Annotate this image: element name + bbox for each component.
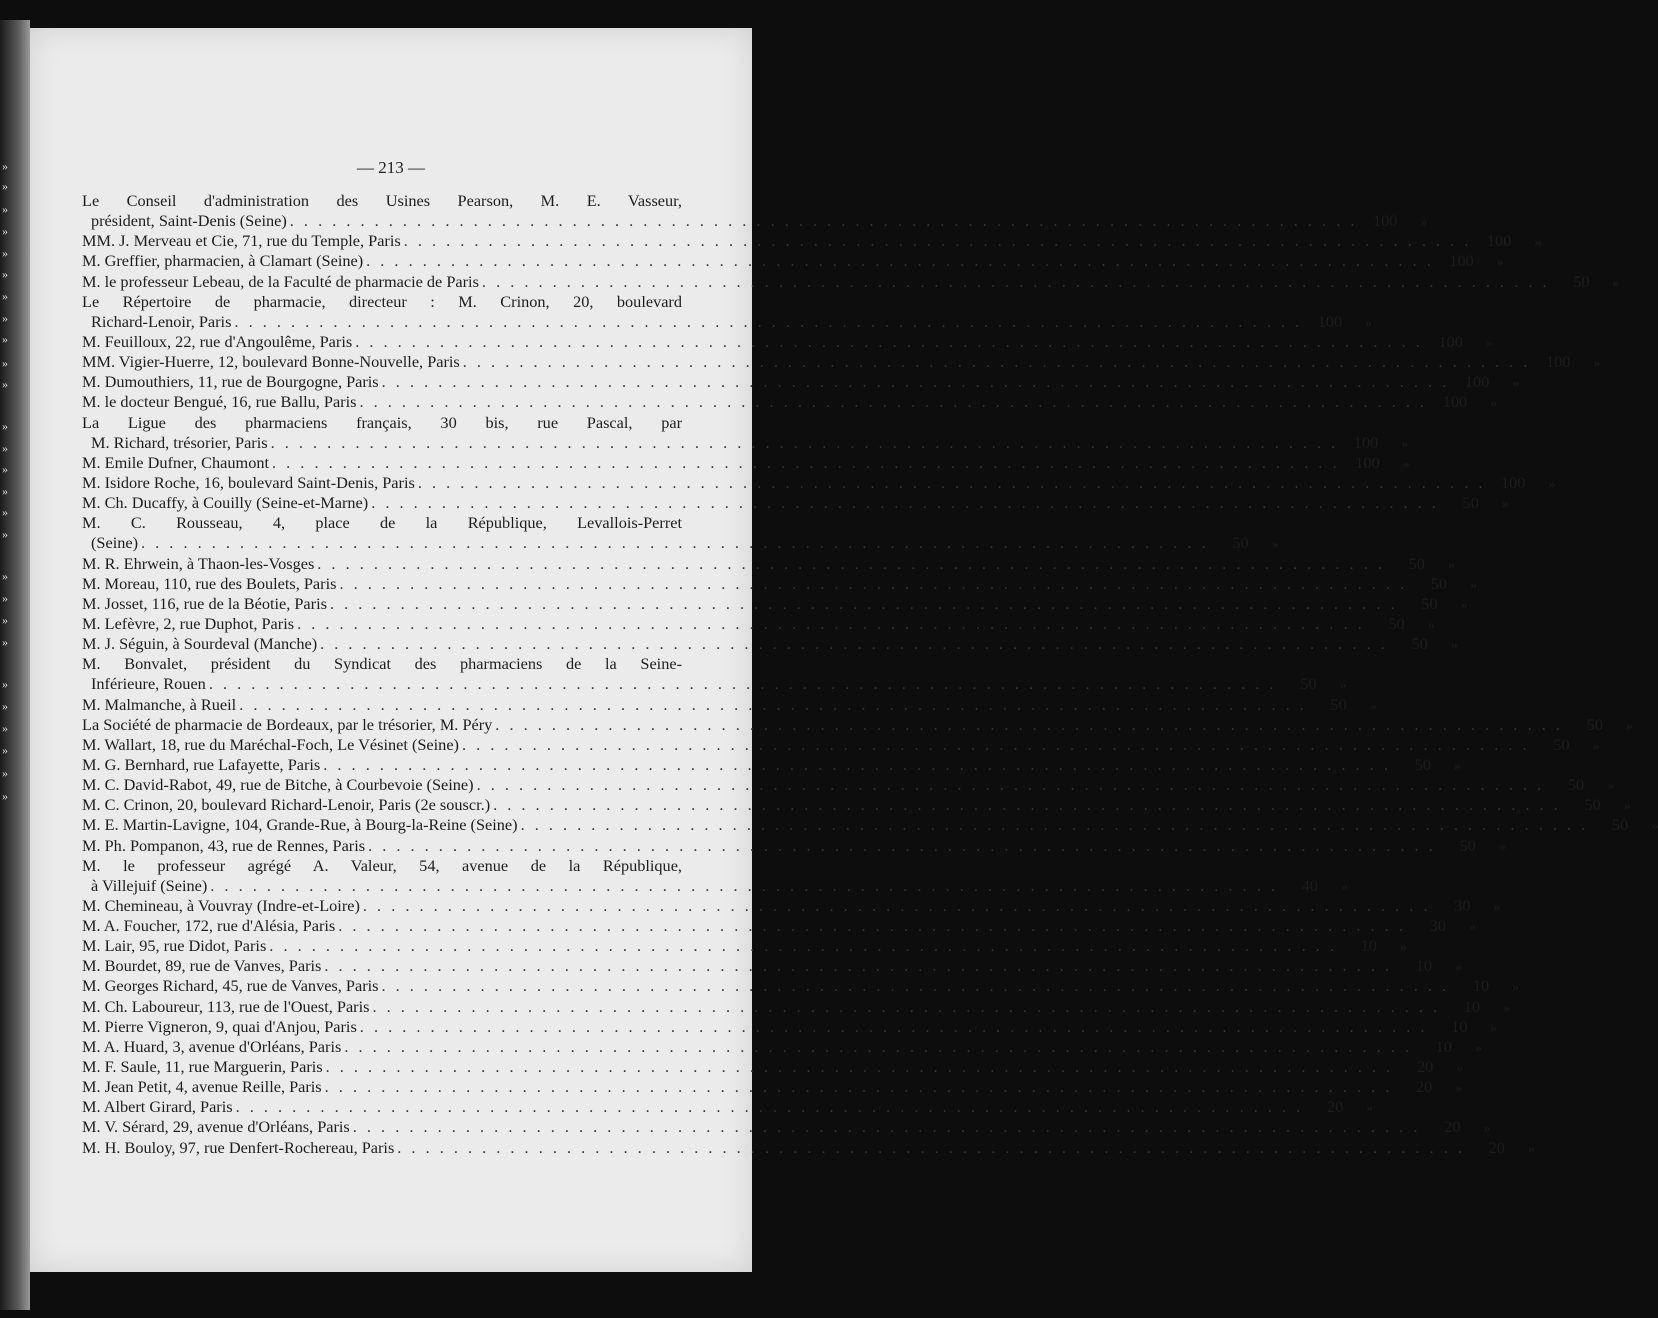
dot-leader: [360, 1017, 1428, 1037]
margin-mark: »: [2, 419, 8, 433]
dot-leader: [271, 433, 1339, 453]
entry-text: MM. J. Merveau et Cie, 71, rue du Temple, Paris: [82, 231, 401, 251]
entry-text: M. Greffier, pharmacien, à Clamart (Seine): [82, 251, 364, 271]
dot-leader: [366, 251, 1434, 271]
subscription-entry: [82, 1117, 1491, 1137]
subscription-entry: [82, 271, 1620, 292]
dot-leader: [397, 1138, 1465, 1158]
ditto-mark: »: [1456, 1061, 1464, 1077]
entry-text: M. Moreau, 110, rue des Boulets, Paris: [82, 573, 337, 593]
margin-mark: »: [2, 356, 8, 370]
ditto-mark: »: [1365, 315, 1373, 331]
ditto-mark: »: [1592, 738, 1600, 754]
dot-leader: [209, 674, 1277, 694]
ditto-mark: »: [1340, 879, 1348, 895]
entry-text: M. Bonvalet, président du Syndicat des pharmaciens de la Seine-: [82, 654, 682, 674]
entry-text: président, Saint-Denis (Seine): [91, 211, 287, 231]
ditto-mark: »: [1450, 638, 1458, 654]
entry-text: M. le professeur Lebeau, de la Faculté de pharmacie de Paris: [82, 271, 479, 291]
subscription-entry: [82, 191, 682, 211]
ditto-mark: »: [1447, 557, 1455, 573]
ditto-mark: »: [1427, 617, 1435, 633]
entry-text: M. C. Rousseau, 4, place de la République, Levallois-Perret: [82, 513, 682, 533]
entry-amount: 100: [1464, 372, 1490, 392]
subscription-entry: [82, 472, 1556, 493]
subscription-entry: [82, 251, 1504, 271]
ditto-mark: »: [1474, 1040, 1482, 1056]
dot-leader: [382, 372, 1450, 392]
subscription-entry: [82, 392, 1498, 412]
entry-amount: 20: [1488, 1137, 1505, 1157]
entry-text: Inférieure, Rouen: [91, 674, 206, 694]
entry-text: La Société de pharmacie de Bordeaux, par le trésorier, M. Péry: [82, 714, 493, 734]
margin-mark: »: [2, 224, 8, 238]
ditto-mark: »: [1453, 758, 1461, 774]
entry-text: MM. Vigier-Huerre, 12, boulevard Bonne-Nouvelle, Paris: [82, 352, 460, 372]
entry-amount: 100: [1501, 472, 1526, 492]
subscription-entry: [82, 694, 1377, 715]
dot-leader: [141, 533, 1209, 553]
entry-text: La Ligue des pharmaciens français, 30 bis, rue Pascal, par: [82, 412, 682, 432]
subscription-entry: [82, 835, 1506, 856]
margin-mark: »: [2, 179, 8, 193]
margin-mark: »: [2, 332, 8, 346]
entry-amount: 50: [1408, 553, 1425, 573]
subscription-entry: [82, 654, 682, 674]
ditto-mark: »: [1399, 940, 1407, 956]
dot-leader: [330, 594, 1398, 614]
entry-text: M. V. Sérard, 29, avenue d'Orléans, Paris: [82, 1117, 350, 1137]
ditto-mark: »: [1468, 920, 1476, 936]
margin-mark: »: [2, 377, 8, 391]
subscription-entry: [82, 211, 1428, 231]
dot-leader: [372, 997, 1440, 1017]
dot-leader: [404, 231, 1472, 251]
dot-leader: [338, 916, 1406, 936]
facing-page-edge: [0, 20, 30, 1310]
entry-text: M. Josset, 116, rue de la Béotie, Paris: [82, 593, 327, 613]
entry-amount: 10: [1435, 1036, 1452, 1056]
margin-mark: »: [2, 677, 8, 691]
subscription-entry: [82, 674, 1347, 694]
dot-leader: [418, 473, 1486, 493]
dot-leader: [495, 715, 1563, 735]
subscription-entry: [82, 714, 1633, 735]
entry-amount: 30: [1454, 895, 1471, 915]
entry-amount: 20: [1326, 1097, 1344, 1117]
page-number: — 213 —: [357, 158, 425, 177]
entry-text: M. Georges Richard, 45, rue de Vanves, Paris: [82, 976, 379, 996]
ditto-mark: »: [1401, 436, 1409, 452]
ditto-mark: »: [1512, 376, 1520, 392]
entry-text: M. le docteur Bengué, 16, rue Ballu, Paris: [82, 392, 357, 412]
ditto-mark: »: [1493, 899, 1501, 915]
margin-mark: »: [2, 721, 8, 735]
entry-text: M. R. Ehrwein, à Thaon-les-Vosges: [82, 553, 315, 573]
dot-leader: [353, 1117, 1421, 1137]
entry-amount: 50: [1586, 714, 1603, 734]
margin-mark: »: [2, 743, 8, 757]
entry-text: M. Feuilloux, 22, rue d'Angoulême, Paris: [82, 331, 353, 351]
dot-leader: [368, 836, 1436, 856]
dot-leader: [234, 312, 1302, 332]
entry-amount: 50: [1459, 835, 1476, 855]
dot-leader: [371, 493, 1439, 513]
entry-text: Le Répertoire de pharmacie, directeur : M. Crinon, 20, boulevard: [82, 291, 682, 311]
subscription-entry: [82, 231, 1542, 251]
dot-leader: [339, 574, 1407, 594]
entry-amount: 10: [1463, 996, 1481, 1016]
dot-leader: [344, 1037, 1412, 1057]
subscription-entry: [82, 956, 1462, 976]
dot-leader: [493, 795, 1561, 815]
entry-amount: 100: [1353, 432, 1379, 452]
entry-text: M. Isidore Roche, 16, boulevard Saint-Denis, Paris: [82, 472, 415, 492]
entry-text: M. Lair, 95, rue Didot, Paris: [82, 936, 267, 956]
entry-text: M. Chemineau, à Vouvray (Indre-et-Loire): [82, 895, 360, 915]
margin-mark: »: [2, 311, 8, 325]
entry-amount: 100: [1372, 211, 1398, 231]
dot-leader: [363, 896, 1431, 916]
subscription-entry: [82, 513, 682, 533]
entry-amount: 100: [1545, 352, 1571, 372]
subscription-list: [82, 191, 1658, 1158]
entry-text: à Villejuif (Seine): [91, 875, 208, 895]
ditto-mark: »: [1420, 215, 1428, 231]
ditto-mark: »: [1623, 799, 1631, 815]
entry-amount: 100: [1438, 331, 1463, 351]
subscription-entry: [82, 1016, 1498, 1037]
subscription-entry: [82, 452, 1410, 473]
subscription-entry: [82, 573, 1478, 594]
ditto-mark: »: [1460, 597, 1468, 613]
dot-leader: [521, 815, 1589, 835]
entry-amount: 20: [1416, 1057, 1434, 1077]
subscription-entry: [82, 996, 1511, 1017]
entry-text: M. A. Foucher, 172, rue d'Alésia, Paris: [82, 916, 336, 936]
subscription-entry: [82, 1057, 1464, 1077]
entry-text: M. Lefèvre, 2, rue Duphot, Paris: [82, 613, 295, 633]
dot-leader: [477, 775, 1545, 795]
entry-text: M. Dumouthiers, 11, rue de Bourgogne, Paris: [82, 372, 379, 392]
subscription-entry: [82, 553, 1455, 574]
subscription-entry: [82, 432, 1409, 453]
entry-amount: 50: [1553, 734, 1570, 754]
ditto-mark: »: [1490, 1020, 1498, 1036]
margin-mark: »: [2, 462, 8, 476]
entry-amount: 100: [1449, 251, 1474, 271]
entry-text: M. G. Bernhard, rue Lafayette, Paris: [82, 754, 321, 774]
dot-leader: [320, 634, 1388, 654]
ditto-mark: »: [1483, 1121, 1491, 1137]
subscription-entry: [82, 1077, 1463, 1097]
margin-mark: »: [2, 613, 8, 627]
ditto-mark: »: [1503, 1000, 1511, 1016]
entry-amount: 100: [1317, 311, 1343, 331]
dot-leader: [462, 735, 1530, 755]
dot-leader: [482, 272, 1550, 292]
entry-text: M. Wallart, 18, rue du Maréchal-Foch, Le Vésinet (Seine): [82, 734, 459, 754]
dot-leader: [272, 453, 1340, 473]
dot-leader: [324, 956, 1392, 976]
dot-leader: [269, 936, 1337, 956]
subscription-entry: [82, 1137, 1535, 1158]
ditto-mark: »: [1512, 980, 1520, 996]
subscription-entry: [82, 634, 1458, 654]
dot-leader: [236, 1097, 1304, 1117]
entry-amount: 20: [1416, 1077, 1433, 1097]
margin-mark: »: [2, 591, 8, 605]
ditto-mark: »: [1548, 476, 1556, 492]
ditto-mark: »: [1625, 718, 1633, 734]
entry-amount: 50: [1584, 795, 1601, 815]
subscription-entry: [82, 936, 1407, 956]
entry-text: M. H. Bouloy, 97, rue Denfert-Rochereau, Paris: [82, 1137, 395, 1157]
margin-mark: »: [2, 789, 8, 803]
entry-text: M. le professeur agrégé A. Valeur, 54, avenue de la République,: [82, 855, 682, 875]
entry-amount: 20: [1444, 1117, 1461, 1137]
entry-amount: 50: [1414, 754, 1431, 774]
dot-leader: [297, 614, 1365, 634]
ditto-mark: »: [1534, 235, 1542, 251]
dot-leader: [359, 392, 1427, 412]
entry-text: M. F. Saule, 11, rue Marguerin, Paris: [82, 1057, 323, 1077]
dot-leader: [463, 352, 1531, 372]
ditto-mark: »: [1455, 1081, 1463, 1097]
entry-amount: 50: [1330, 694, 1347, 714]
subscription-entry: [82, 593, 1468, 614]
book-page: [30, 28, 1658, 1272]
ditto-mark: »: [1369, 698, 1377, 714]
dot-leader: [290, 211, 1358, 231]
dot-leader: [326, 1057, 1394, 1077]
subscription-entry: [82, 815, 1658, 835]
dot-leader: [323, 755, 1391, 775]
entry-text: (Seine): [91, 533, 139, 553]
margin-mark: »: [2, 569, 8, 583]
entry-text: M. Bourdet, 89, rue de Vanves, Paris: [82, 956, 322, 976]
entry-text: Richard-Lenoir, Paris: [91, 311, 232, 331]
margin-mark: »: [2, 246, 8, 260]
dot-leader: [239, 695, 1307, 715]
entry-amount: 50: [1300, 674, 1317, 694]
subscription-entry: [82, 875, 1348, 896]
margin-mark: »: [2, 289, 8, 303]
ditto-mark: »: [1455, 960, 1462, 976]
margin-mark: »: [2, 267, 8, 281]
entry-text: M. Albert Girard, Paris: [82, 1097, 233, 1117]
entry-text: M. Malmanche, à Rueil: [82, 694, 237, 714]
ditto-mark: »: [1490, 396, 1498, 412]
dot-leader: [210, 876, 1278, 896]
entry-amount: 50: [1411, 634, 1428, 654]
ditto-mark: »: [1485, 335, 1493, 351]
subscription-entry: [82, 352, 1601, 372]
entry-text: M. Ph. Pompanon, 43, rue de Rennes, Paris: [82, 835, 366, 855]
dot-leader: [325, 1077, 1393, 1097]
ditto-mark: »: [1271, 537, 1279, 553]
margin-mark: »: [2, 766, 8, 780]
margin-mark: »: [2, 527, 8, 541]
ditto-mark: »: [1498, 839, 1506, 855]
margin-mark: »: [2, 441, 8, 455]
subscription-entry: [82, 331, 1493, 352]
entry-amount: 50: [1388, 613, 1405, 633]
subscription-entry: [82, 613, 1435, 634]
entry-amount: 10: [1360, 936, 1377, 956]
entry-amount: 100: [1486, 231, 1512, 251]
entry-amount: 10: [1451, 1016, 1468, 1036]
ditto-mark: »: [1501, 497, 1509, 513]
ditto-mark: »: [1612, 275, 1620, 291]
subscription-entry: [82, 372, 1520, 392]
dot-leader: [355, 332, 1423, 352]
entry-text: M. Jean Petit, 4, avenue Reille, Paris: [82, 1077, 322, 1097]
entry-amount: 50: [1567, 775, 1585, 795]
subscription-entry: [82, 775, 1615, 795]
subscription-entry: [82, 533, 1279, 553]
entry-text: M. Ch. Laboureur, 113, rue de l'Ouest, Paris: [82, 996, 370, 1016]
subscription-entry: [82, 311, 1373, 332]
entry-amount: 50: [1462, 493, 1479, 513]
subscription-entry: [82, 976, 1520, 996]
subscription-entry: [82, 895, 1501, 916]
entry-amount: 10: [1472, 976, 1490, 996]
entry-amount: 100: [1442, 392, 1468, 412]
entry-amount: 50: [1430, 573, 1448, 593]
entry-text: M. E. Martin-Lavigne, 104, Grande-Rue, à Bourg-la-Reine (Seine): [82, 815, 518, 835]
margin-mark: »: [2, 505, 8, 519]
entry-text: M. Ch. Ducaffy, à Couilly (Seine-et-Marne): [82, 493, 369, 513]
subscription-entry: [82, 1036, 1482, 1057]
ditto-mark: »: [1527, 1141, 1535, 1157]
entry-text: Le Conseil d'administration des Usines Pearson, M. E. Vasseur,: [82, 191, 682, 210]
dot-leader: [317, 554, 1385, 574]
margin-mark: »: [2, 484, 8, 498]
ditto-mark: »: [1339, 678, 1347, 694]
entry-text: M. C. David-Rabot, 49, rue de Bitche, à Courbevoie (Seine): [82, 775, 474, 795]
ditto-mark: »: [1593, 356, 1601, 372]
ditto-mark: »: [1470, 577, 1478, 593]
subscription-entry: [82, 754, 1461, 775]
entry-amount: 50: [1611, 815, 1629, 835]
ditto-mark: »: [1366, 1101, 1374, 1117]
entry-amount: 40: [1301, 875, 1318, 895]
subscription-entry: [82, 413, 682, 433]
entry-text: M. A. Huard, 3, avenue d'Orléans, Paris: [82, 1036, 342, 1056]
subscription-entry: [82, 856, 682, 876]
entry-amount: 50: [1421, 593, 1438, 613]
entry-amount: 30: [1429, 916, 1446, 936]
entry-text: M. C. Crinon, 20, boulevard Richard-Lenoir, Paris (2e souscr.): [82, 795, 491, 815]
entry-text: M. Emile Dufner, Chaumont: [82, 452, 270, 472]
subscription-entry: [82, 795, 1631, 815]
ditto-mark: »: [1402, 456, 1410, 472]
margin-mark: »: [2, 202, 8, 216]
subscription-entry: [82, 916, 1476, 936]
entry-text: M. J. Séguin, à Sourdeval (Manche): [82, 634, 318, 654]
entry-text: M. Richard, trésorier, Paris: [91, 432, 268, 452]
entry-amount: 10: [1415, 956, 1432, 976]
ditto-mark: »: [1651, 819, 1658, 835]
entry-amount: 50: [1573, 271, 1590, 291]
subscription-entry: [82, 1097, 1374, 1117]
ditto-mark: »: [1607, 779, 1615, 795]
subscription-entry: [82, 734, 1600, 755]
margin-mark: »: [2, 159, 8, 173]
ditto-mark: »: [1496, 255, 1504, 271]
entry-amount: 100: [1355, 452, 1380, 472]
dot-leader: [381, 976, 1449, 996]
entry-text: M. Pierre Vigneron, 9, quai d'Anjou, Paris: [82, 1016, 357, 1036]
entry-amount: 50: [1232, 533, 1249, 553]
subscription-entry: [82, 493, 1509, 513]
margin-mark: »: [2, 635, 8, 649]
margin-mark: »: [2, 699, 8, 713]
subscription-entry: [82, 292, 682, 312]
